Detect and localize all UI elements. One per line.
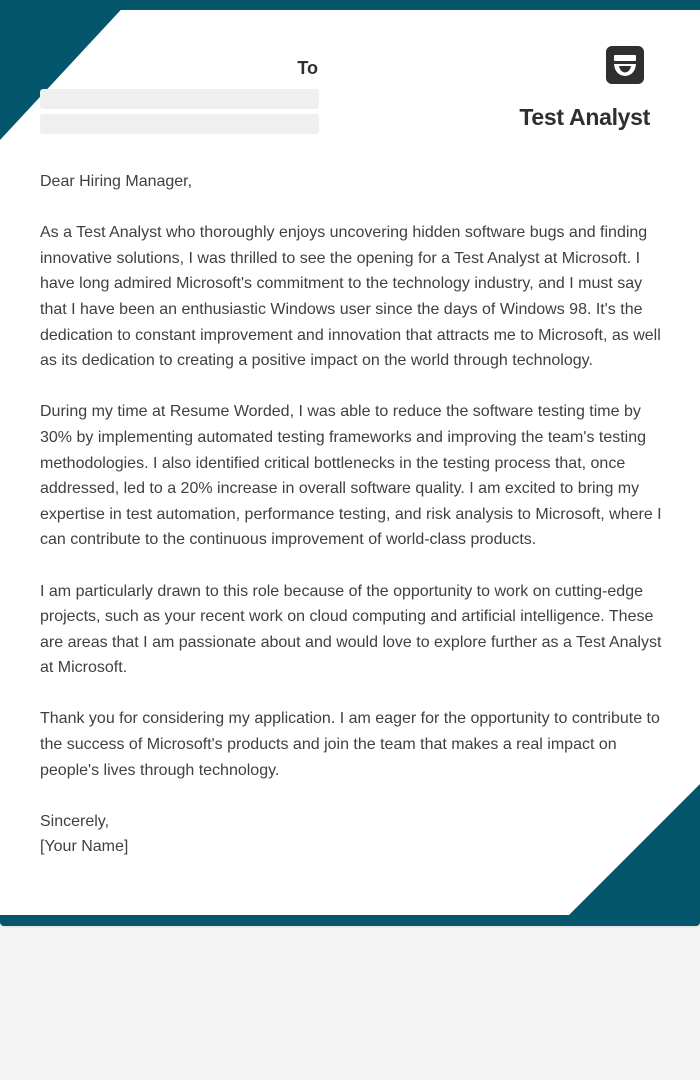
- letter-paragraph: I am particularly drawn to this role because of the opportunity to work on cutting-edge projects, such as your recent work on cloud computing and artificial intelligence. These are areas that I am passionate about and would love to explore further as a Test Analyst at Microsoft.: [40, 582, 662, 677]
- recipient-placeholder-line: [40, 114, 319, 134]
- signature: [Your Name]: [40, 838, 129, 856]
- letter-paragraph: Thank you for considering my application. I am eager for the opportunity to contribute to the success of Microsoft's products and join the team that makes a real impact on people's lives through technology.: [40, 710, 660, 779]
- letter-paragraph: As a Test Analyst who thoroughly enjoys uncovering hidden software bugs and finding innovative solutions, I was thrilled to see the opening for a Test Analyst at Microsoft. I have long admired Microsoft's commitment to the technology industry, and I must say that I have been an enthusiastic Windows user since the days of Windows 98. It's the dedication to constant improvement and innovation that attracts me to Microsoft, as well as its dedication to creating a positive impact on the world through technology.: [40, 224, 661, 370]
- job-title: Test Analyst: [519, 104, 650, 130]
- salutation: Dear Hiring Manager,: [40, 173, 193, 190]
- letter-body: [40, 169, 662, 860]
- cup-icon: [606, 46, 644, 84]
- bottom-accent-bar: [0, 915, 700, 926]
- to-label: To: [297, 58, 318, 78]
- closing: Sincerely,: [40, 812, 110, 830]
- letter-paragraph: During my time at Resume Worded, I was able to reduce the software testing time by 30% by implementing automated testing frameworks and improving the team's testing methodologies. I also identified critical bottlenecks in the testing process that, once addressed, led to a 20% increase in overall software quality. I am excited to bring my expertise in test automation, performance testing, and risk analysis to Microsoft, where I can contribute to the continuous improvement of world-class products.: [40, 403, 662, 549]
- recipient-placeholder-line: [40, 89, 319, 109]
